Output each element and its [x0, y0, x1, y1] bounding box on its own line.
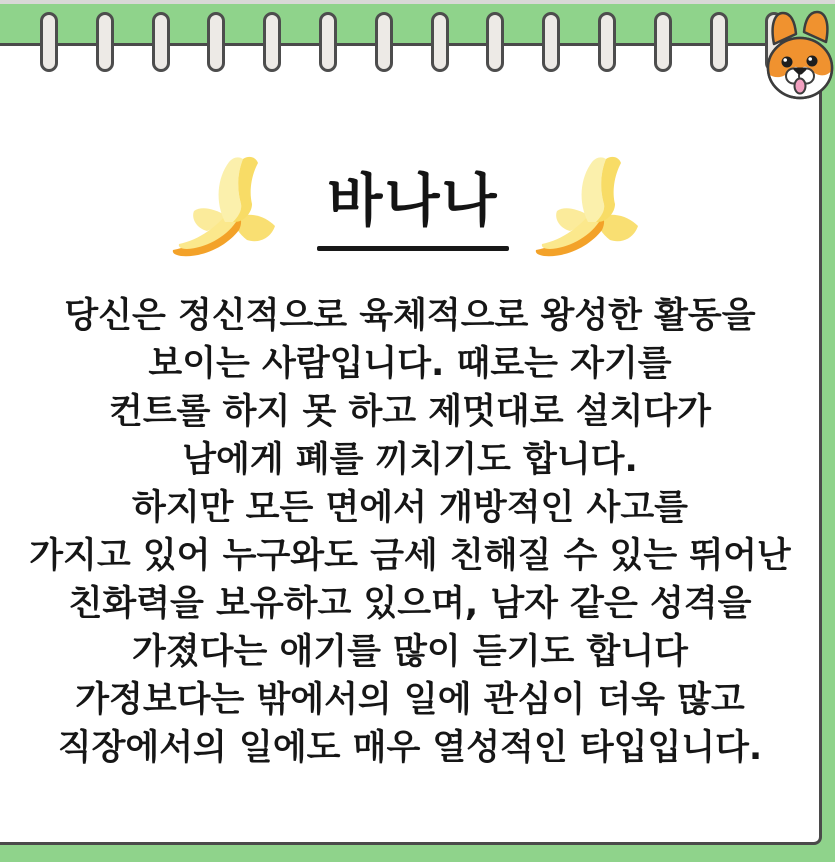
body-text-line: 가정보다는 밖에서의 일에 관심이 더욱 많고: [75, 680, 745, 720]
binding-ring: [431, 12, 449, 72]
body-text-line: 가졌다는 애기를 많이 듣기도 합니다: [132, 632, 688, 672]
binding-ring: [710, 12, 728, 72]
title-block: [0, 170, 826, 251]
body-text-line: 당신은 정신적으로 육체적으로 왕성한 활동을: [64, 296, 756, 336]
pomeranian-dog-face-icon: [766, 10, 834, 100]
body-text-line: 직장에서의 일에도 매우 열성적인 타입입니다.: [57, 728, 763, 768]
binding-ring: [40, 12, 58, 72]
binding-ring: [96, 12, 114, 72]
dog-eye-icon: [782, 57, 793, 68]
description-text: [15, 292, 805, 772]
body-text-line: 가지고 있어 누구와도 금세 친해질 수 있는 뛰어난: [29, 536, 791, 576]
body-text-line: 보이는 사람입니다. 때로는 자기를: [148, 344, 672, 384]
binding-ring: [486, 12, 504, 72]
body-text-line: 친화력을 보유하고 있으며, 남자 같은 성격을: [68, 584, 752, 624]
binding-ring: [598, 12, 616, 72]
binding-ring: [542, 12, 560, 72]
dog-tongue-icon: [795, 79, 806, 94]
binding-ring: [152, 12, 170, 72]
page-title: 바나나: [327, 168, 499, 234]
binding-ring: [263, 12, 281, 72]
binding-ring: [207, 12, 225, 72]
binding-ring: [375, 12, 393, 72]
binding-ring: [319, 12, 337, 72]
title-underline: [317, 246, 509, 251]
body-text-line: 남에게 폐를 끼치기도 합니다.: [182, 440, 638, 480]
dog-eye-icon: [807, 56, 818, 67]
binding-ring: [654, 12, 672, 72]
body-text-line: 하지만 모든 면에서 개방적인 사고를: [132, 488, 688, 528]
peeled-banana-icon: [526, 150, 646, 270]
top-edge-strip: [0, 0, 835, 4]
body-text-line: 컨트롤 하지 못 하고 제멋대로 설치다가: [109, 392, 711, 432]
